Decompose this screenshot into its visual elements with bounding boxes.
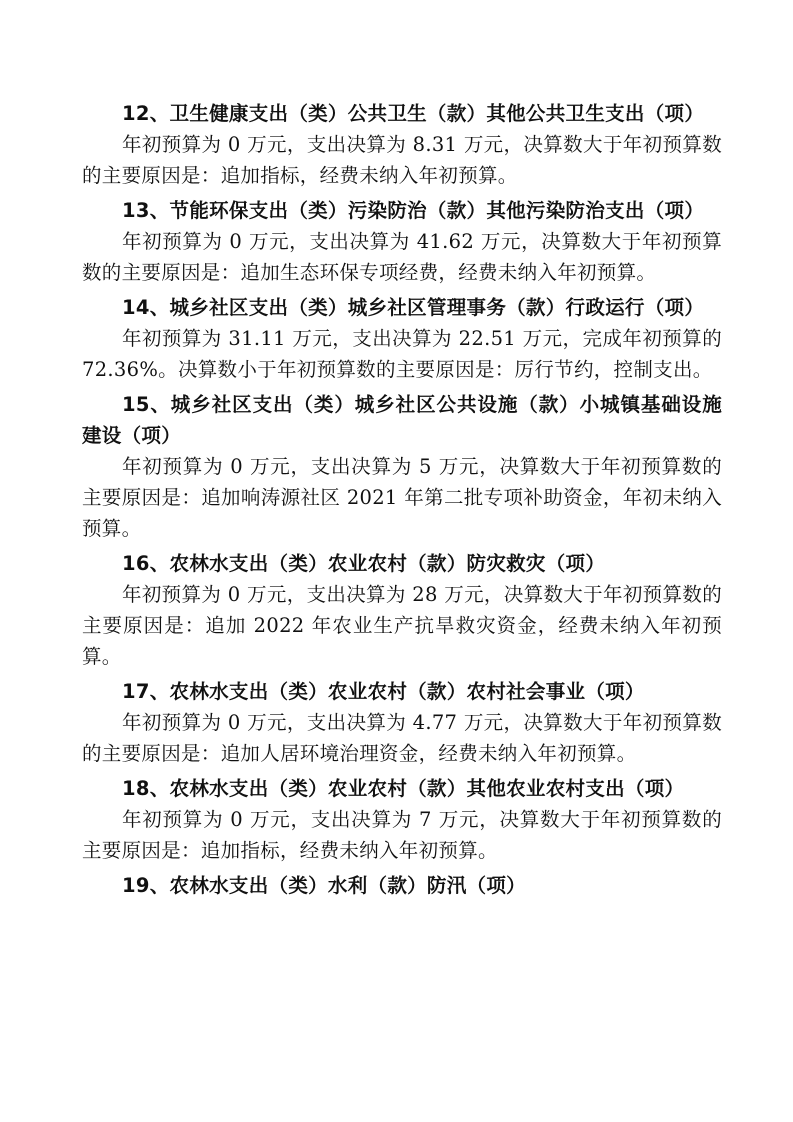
- section-heading: 16、农林水支出（类）农业农村（款）防灾救灾（项）: [122, 552, 606, 575]
- section-heading: 12、卫生健康支出（类）公共卫生（款）其他公共卫生支出（项）: [122, 102, 705, 125]
- section-heading: 18、农林水支出（类）农业农村（款）其他农业农村支出（项）: [122, 777, 685, 800]
- section-18: [82, 773, 722, 866]
- section-body: 年初预算为 0 万元，支出决算为 7 万元，决算数大于年初预算数的主要原因是：追加指标，经费未纳入年初预算。: [82, 808, 722, 862]
- section-12: [82, 98, 722, 191]
- section-body: 年初预算为 0 万元，支出决算为 5 万元，决算数大于年初预算数的主要原因是：追加响涛源社区 2021 年第二批专项补助资金，年初未纳入预算。: [82, 455, 722, 540]
- section-15: [82, 389, 722, 544]
- section-19: [82, 870, 722, 901]
- section-heading: 17、农林水支出（类）农业农村（款）农村社会事业（项）: [122, 680, 645, 703]
- section-body: 年初预算为 0 万元，支出决算为 4.77 万元，决算数大于年初预算数的主要原因是：追加人居环境治理资金，经费未纳入年初预算。: [82, 711, 722, 765]
- section-body: 年初预算为 31.11 万元，支出决算为 22.51 万元，完成年初预算的 72.36%。决算数小于年初预算数的主要原因是：厉行节约，控制支出。: [82, 327, 722, 381]
- section-17: [82, 676, 722, 769]
- section-body: 年初预算为 0 万元，支出决算为 8.31 万元，决算数大于年初预算数的主要原因是：追加指标，经费未纳入年初预算。: [82, 133, 722, 187]
- document-content: [82, 98, 722, 901]
- section-body: 年初预算为 0 万元，支出决算为 41.62 万元，决算数大于年初预算数的主要原因是：追加生态环保专项经费，经费未纳入年初预算。: [82, 230, 722, 284]
- section-heading: 14、城乡社区支出（类）城乡社区管理事务（款）行政运行（项）: [122, 296, 705, 319]
- section-16: [82, 548, 722, 672]
- section-13: [82, 195, 722, 288]
- section-body: 年初预算为 0 万元，支出决算为 28 万元，决算数大于年初预算数的主要原因是：追加 2022 年农业生产抗旱救灾资金，经费未纳入年初预算。: [82, 583, 722, 668]
- section-heading: 13、节能环保支出（类）污染防治（款）其他污染防治支出（项）: [122, 199, 705, 222]
- section-heading: 19、农林水支出（类）水利（款）防汛（项）: [122, 874, 526, 897]
- section-heading: 15、城乡社区支出（类）城乡社区公共设施（款）小城镇基础设施建设（项）: [82, 393, 722, 447]
- section-14: [82, 292, 722, 385]
